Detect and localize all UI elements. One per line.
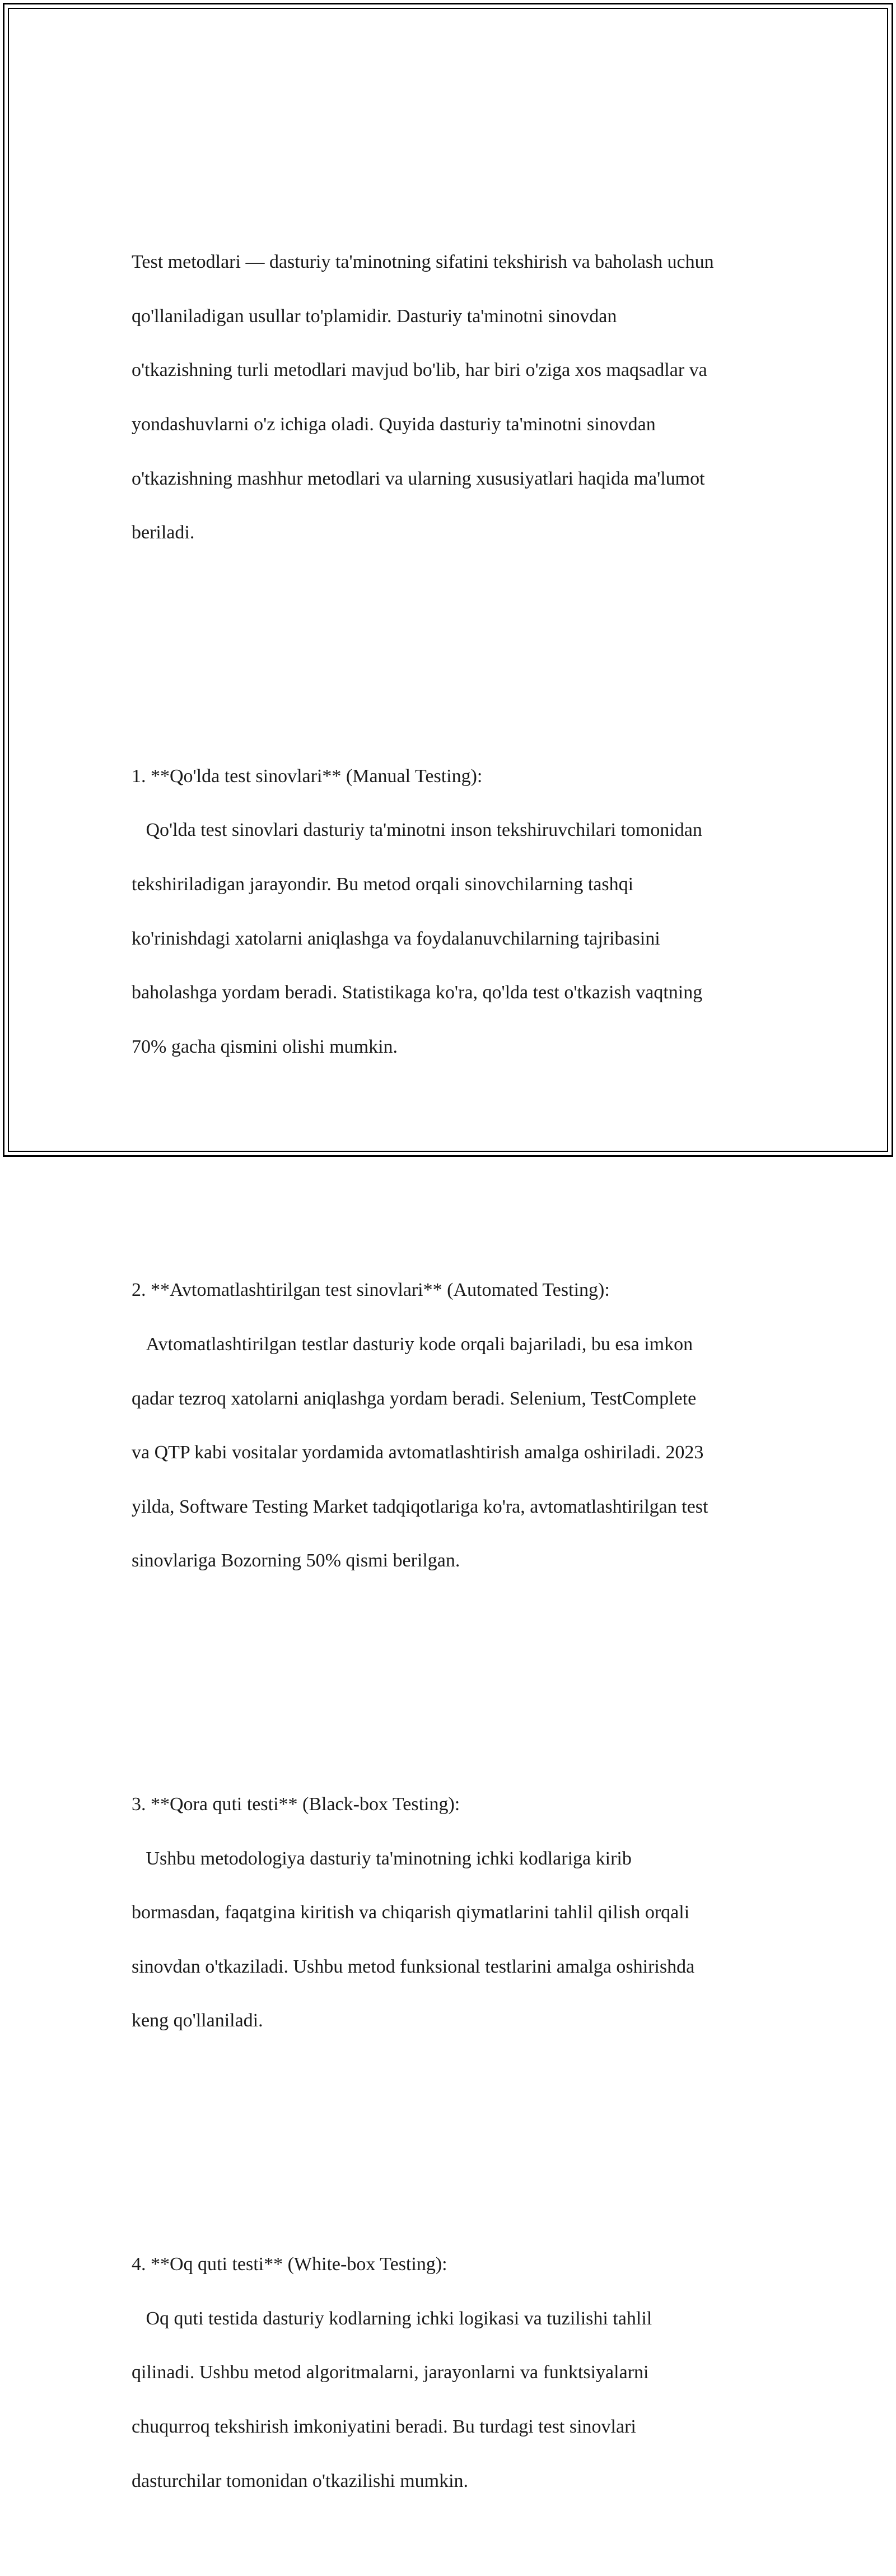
paragraph-gap — [132, 1169, 792, 1196]
paragraph-gap — [132, 1683, 792, 1710]
section-heading: 1. **Qo'lda test sinovlari** (Manual Testing): — [132, 765, 483, 787]
text-line: chuqurroq tekshirish imkoniyatini beradi. Bu turdagi test sinovlari — [132, 2416, 636, 2437]
text-line: Avtomatlashtirilgan testlar dasturiy kode orqali bajariladi, bu esa imkon — [132, 1334, 693, 1355]
text-line: Ushbu metodologiya dasturiy ta'minotning ichki kodlariga kirib — [132, 1848, 632, 1869]
text-line: keng qo'llaniladi. — [132, 2010, 263, 2031]
text-line: qilinadi. Ushbu metod algoritmalarni, jarayonlarni va funktsiyalarni — [132, 2362, 649, 2383]
text-line: o'tkazishning turli metodlari mavjud bo'lib, har biri o'ziga xos maqsadlar va — [132, 360, 707, 381]
section-black-box-testing — [132, 1764, 792, 2089]
text-line: beriladi. — [132, 522, 195, 543]
paragraph-gap — [132, 655, 792, 682]
text-line: Qo'lda test sinovlari dasturiy ta'minotni inson tekshiruvchilari tomonidan — [132, 820, 702, 841]
paragraph-gap — [132, 2143, 792, 2170]
text-line: qadar tezroq xatolarni aniqlashga yordam beradi. Selenium, TestComplete — [132, 1388, 697, 1409]
text-line: Oq quti testida dasturiy kodlarning ichki logikasi va tuzilishi tahlil — [132, 2308, 652, 2329]
section-heading: 2. **Avtomatlashtirilgan test sinovlari** (Automated Testing): — [132, 1280, 610, 1301]
text-line: o'tkazishning mashhur metodlari va ularning xususiyatlari haqida ma'lumot — [132, 468, 705, 489]
text-line: yilda, Software Testing Market tadqiqotlariga ko'ra, avtomatlashtirilgan test — [132, 1496, 708, 1517]
text-line: va QTP kabi vositalar yordamida avtomatlashtirish amalga oshiriladi. 2023 — [132, 1442, 704, 1463]
section-manual-testing — [132, 736, 792, 1115]
section-heading: 4. **Oq quti testi** (White-box Testing): — [132, 2254, 447, 2275]
text-line: tekshiriladigan jarayondir. Bu metod orqali sinovchilarning tashqi — [132, 874, 634, 895]
section-white-box-testing — [132, 2224, 792, 2549]
text-line: bormasdan, faqatgina kiritish va chiqarish qiymatlarini tahlil qilish orqali — [132, 1902, 690, 1923]
text-line: dasturchilar tomonidan o'tkazilishi mumkin. — [132, 2470, 469, 2491]
text-line: 70% gacha qismini olishi mumkin. — [132, 1036, 398, 1057]
text-line: Test metodlari — dasturiy ta'minotning sifatini tekshirish va baholash uchun — [132, 252, 714, 273]
intro-paragraph — [132, 195, 792, 601]
text-line: yondashuvlarni o'z ichiga oladi. Quyida dasturiy ta'minotni sinovdan — [132, 413, 656, 435]
text-line: qo'llaniladigan usullar to'plamidir. Dasturiy ta'minotni sinovdan — [132, 305, 617, 327]
section-automated-testing — [132, 1250, 792, 1629]
section-heading: 3. **Qora quti testi** (Black-box Testing): — [132, 1794, 460, 1815]
text-line: baholashga yordam beradi. Statistikaga ko'ra, qo'lda test o'tkazish vaqtning — [132, 982, 703, 1003]
text-line: sinovdan o'tkaziladi. Ushbu metod funksional testlarini amalga oshirishda — [132, 1956, 695, 1977]
document-body — [132, 141, 792, 2576]
text-line: sinovlariga Bozorning 50% qismi berilgan. — [132, 1550, 460, 1571]
text-line: ko'rinishdagi xatolarni aniqlashga va foydalanuvchilarning tajribasini — [132, 928, 660, 949]
